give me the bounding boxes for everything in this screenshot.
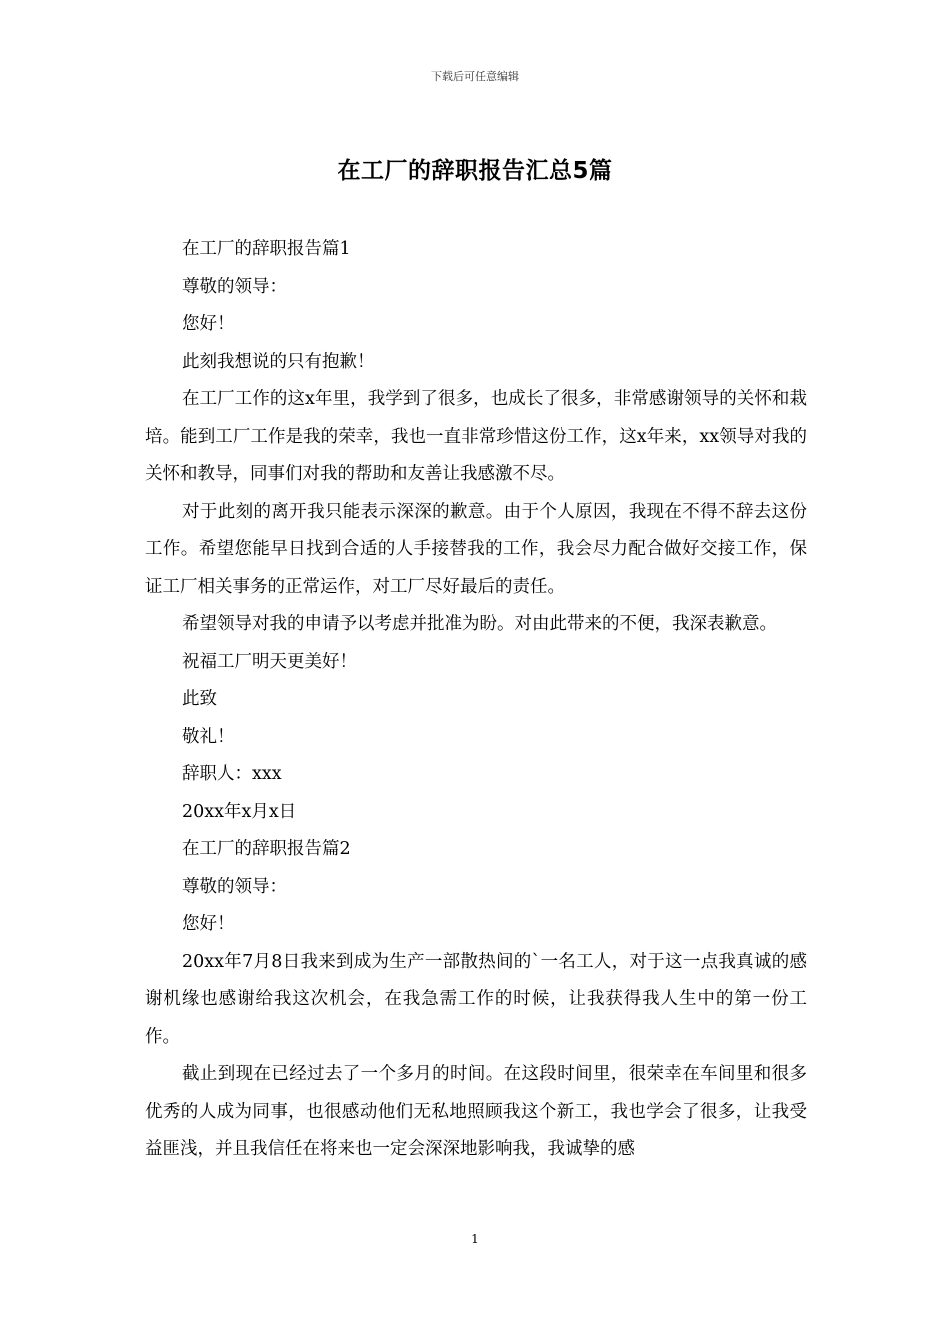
- page-header-note: 下载后可任意编辑: [431, 70, 519, 83]
- document-body: [145, 231, 807, 1169]
- salutation: 尊敬的领导：: [182, 276, 287, 297]
- paragraph: 20xx年7月8日我来到成为生产一部散热间的`一名工人，对于这一点我真诚的感谢机缘也感谢给我这次机会，在我急需工作的时候，让我获得我人生中的第一份工作。: [145, 951, 807, 1047]
- closing: 敬礼！: [182, 726, 235, 747]
- greeting: 您好！: [182, 314, 235, 334]
- paragraph: 希望领导对我的申请予以考虑并批准为盼。对由此带来的不便，我深表歉意。: [182, 614, 777, 634]
- paragraph: 祝福工厂明天更美好！: [182, 651, 357, 672]
- paragraph: 在工厂工作的这x年里，我学到了很多，也成长了很多，非常感谢领导的关怀和栽培。能到工厂工作是我的荣幸，我也一直非常珍惜这份工作，这x年来，xx领导对我的关怀和教导，同事们对我的帮助和友善让我感激不尽。: [145, 389, 807, 484]
- salutation: 尊敬的领导：: [182, 876, 287, 897]
- section-heading-2: 在工厂的辞职报告篇2: [182, 839, 351, 859]
- section-heading-1: 在工厂的辞职报告篇1: [182, 239, 351, 259]
- paragraph: 截止到现在已经过去了一个多月的时间。在这段时间里，很荣幸在车间里和很多优秀的人成为同事，也很感动他们无私地照顾我这个新工，我也学会了很多，让我受益匪浅，并且我信任在将来也一定会深深地影响我，我诚挚的感: [145, 1064, 807, 1159]
- page-number: 1: [471, 1232, 479, 1246]
- signature-name: 辞职人：xxx: [182, 764, 282, 784]
- closing: 此致: [182, 689, 217, 709]
- paragraph: 对于此刻的离开我只能表示深深的歉意。由于个人原因，我现在不得不辞去这份工作。希望您能早日找到合适的人手接替我的工作，我会尽力配合做好交接工作，保证工厂相关事务的正常运作，对工厂尽好最后的责任。: [145, 501, 807, 597]
- paragraph: 此刻我想说的只有抱歉！: [182, 351, 375, 372]
- document-title: 在工厂的辞职报告汇总5篇: [337, 158, 613, 184]
- greeting: 您好！: [182, 914, 235, 934]
- signature-date: 20xx年x月x日: [182, 801, 297, 822]
